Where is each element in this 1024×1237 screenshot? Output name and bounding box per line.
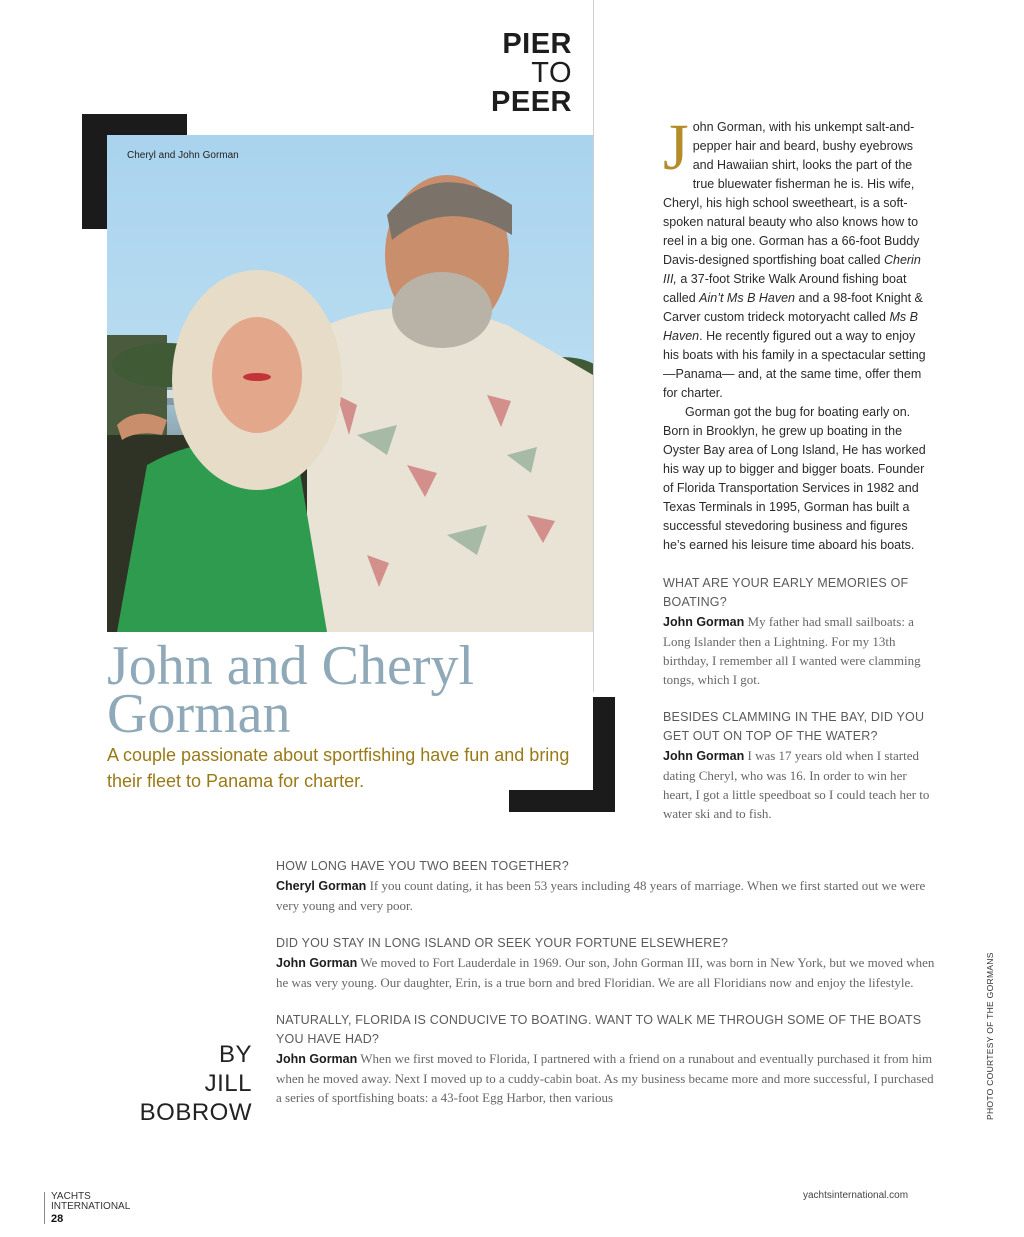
qa-block	[276, 934, 936, 992]
byline-line1: BY	[218, 1041, 252, 1068]
qa-answer	[276, 1049, 936, 1107]
byline-line2: JILL	[204, 1070, 252, 1097]
qa-answer	[276, 953, 936, 992]
qa-question: NATURALLY, FLORIDA IS CONDUCIVE TO BOATING. WANT TO WALK ME THROUGH SOME OF THE BOATS YOU HAVE HAD?	[276, 1013, 922, 1046]
magazine-name-line1: YACHTS	[51, 1191, 91, 1202]
photo-caption: Cheryl and John Gorman	[127, 150, 239, 161]
magazine-footer	[44, 1192, 130, 1224]
qa-question: BESIDES CLAMMING IN THE BAY, DID YOU GET OUT ON TOP OF THE WATER?	[663, 710, 925, 743]
qa-answer-text: I was 17 years old when I started dating Cheryl, who was 16. In order to win her heart, I got a little speedboat so I could teach her to water ski and to fish.	[663, 748, 930, 821]
boat-name-3: Ms B Haven	[663, 310, 918, 343]
photo-credit: PHOTO COURTESY OF THE GORMANS	[985, 952, 995, 1120]
qa-question: WHAT ARE YOUR EARLY MEMORIES OF BOATING?	[663, 576, 909, 609]
headline-line1: John and Cheryl	[107, 635, 475, 697]
intro-paragraph-1	[663, 111, 933, 403]
boat-name-1: Cherin III,	[663, 253, 921, 286]
magazine-name-line2: INTERNATIONAL	[51, 1201, 131, 1212]
qa-question: HOW LONG HAVE YOU TWO BEEN TOGETHER?	[276, 859, 569, 873]
intro-paragraph-2: Gorman got the bug for boating early on. Born in Brooklyn, he grew up boating in the Oyster Bay area of Long Island, He has worked his way up to bigger and bigger boats. Founder of Florida Transportation Services in 1982 and Texas Terminals in 1995, Gorman has built a successful stevedoring business and figures he’s earned his leisure time aboard his boats.	[663, 405, 926, 552]
qa-block	[276, 857, 936, 915]
corner-bracket-top-vertical	[82, 114, 107, 229]
intro-text-d: . He recently figured out a way to enjoy his boats with his family in a spectacular setting—Panama— and, at the same time, offer them for charter.	[663, 329, 926, 400]
intro-text-b: a 37-foot Strike Walk Around fishing boat called	[663, 272, 907, 305]
photo-illustration	[107, 135, 593, 632]
page-number: 28	[51, 1213, 64, 1225]
qa-block	[663, 708, 933, 823]
headline	[107, 635, 587, 745]
headline-line2: Gorman	[107, 683, 291, 745]
section-label-line1: PIER	[502, 28, 572, 60]
qa-speaker: Cheryl Gorman	[276, 879, 367, 893]
qa-answer-text: We moved to Fort Lauderdale in 1969. Our son, John Gorman III, was born in New York, but we moved when he was very young. Our daughter, Erin, is a true born and bred Floridian. We are all Floridians now and enjoy the lifestyle.	[276, 955, 935, 990]
right-column	[663, 111, 933, 823]
qa-speaker: John Gorman	[276, 1052, 358, 1066]
qa-block	[276, 1011, 936, 1107]
qa-answer-text: If you count dating, it has been 53 years including 48 years of marriage. When we first started out we were very young and very poor.	[276, 878, 926, 913]
deck: A couple passionate about sportfishing have fun and bring their fleet to Panama for charter.	[107, 745, 570, 791]
qa-speaker: John Gorman	[276, 956, 358, 970]
qa-answer	[663, 746, 933, 823]
couple-photo	[107, 135, 593, 632]
boat-name-2: Ain’t Ms B Haven	[699, 291, 796, 305]
corner-bracket-bottom	[509, 790, 615, 812]
qa-answer-text: When we first moved to Florida, I partnered with a friend on a runabout and eventually purchased it from him when he moved away. Next I moved up to a cuddy-cabin boat. As my business became more and more successful, I purchased a series of sportfishing boats: a 43-foot Egg Harbor, then various	[276, 1051, 934, 1105]
website-url: yachtsinternational.com	[803, 1190, 909, 1201]
byline-line3: BOBROW	[139, 1099, 252, 1126]
bottom-qa-column	[276, 857, 936, 1126]
qa-speaker: John Gorman	[663, 749, 745, 763]
qa-answer-text: My father had small sailboats: a Long Islander then a Lightning. For my 13th birthday, I remember all I wanted were clamming tongs, which I got.	[663, 614, 921, 687]
qa-question: DID YOU STAY IN LONG ISLAND OR SEEK YOUR FORTUNE ELSEWHERE?	[276, 936, 729, 950]
section-label-line3: PEER	[491, 86, 572, 118]
drop-cap: J	[663, 111, 689, 184]
qa-answer	[276, 876, 936, 915]
intro-text-a: ohn Gorman, with his unkempt salt-and-pepper hair and beard, bushy eyebrows and Hawaiian shirt, looks the part of the true bluewater fisherman he is. His wife, Cheryl, his high school sweetheart, is a soft-spoken natural beauty who also knows how to reel in a big one. Gorman has a 66-foot Buddy Davis-designed sportfishing boat called	[663, 120, 920, 267]
section-label	[491, 30, 572, 117]
column-divider	[593, 0, 594, 692]
section-label-line2: TO	[531, 57, 572, 89]
qa-speaker: John Gorman	[663, 615, 745, 629]
qa-block	[663, 574, 933, 689]
intro-text-c: and a 98-foot Knight & Carver custom trideck motoryacht called	[663, 291, 923, 324]
qa-answer	[663, 612, 933, 689]
byline	[140, 1040, 252, 1127]
